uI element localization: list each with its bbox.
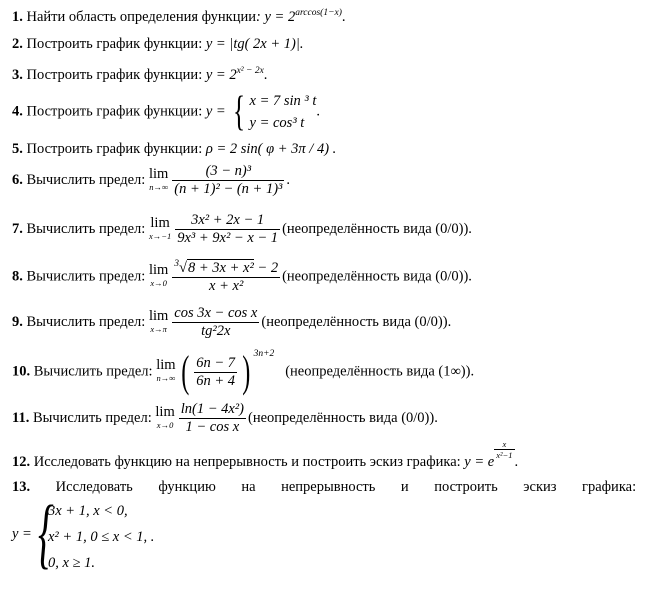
problem-number: 4. [12, 103, 23, 120]
system-row: x = 7 sin ³ t [249, 93, 317, 109]
problem-text: Вычислить предел: [22, 313, 146, 330]
problem-10 [12, 347, 475, 396]
problem-number: 10. [12, 363, 31, 380]
formula: : y = 2 [256, 9, 296, 25]
indeterminacy-note: (неопределённость вида (0/0)). [248, 409, 438, 426]
system-brace: { [233, 89, 246, 135]
problem-text: Найти область определения функции [22, 9, 257, 25]
problem-text: Построить график функции: [22, 103, 203, 120]
limit-target: n→∞ [149, 181, 169, 192]
exponent-denominator: x²−1 [496, 450, 513, 460]
denominator: x + x² [209, 278, 244, 294]
denominator: 9x³ + 9x² − x − 1 [177, 230, 279, 246]
denominator: (n + 1)² − (n + 1)³ [174, 181, 283, 197]
numerator: 3x² + 2x − 1 [175, 212, 280, 230]
indeterminacy-note: (неопределённость вида (0/0)). [261, 313, 452, 330]
problem-text: Построить график функции: [22, 36, 203, 52]
formula-tail: . [341, 9, 346, 25]
word: графика: [582, 479, 637, 495]
piecewise-row: 3x + 1, x < 0, [48, 503, 128, 519]
problem-11 [12, 401, 438, 436]
problem-number: 11. [12, 409, 30, 426]
problem-number: 3. [12, 67, 23, 83]
problem-text: Построить график функции: [22, 67, 203, 83]
limit-operator [149, 264, 168, 290]
exponent: 3n+2 [253, 348, 275, 359]
fraction [172, 163, 284, 198]
lim-word: lim [148, 262, 169, 278]
exponent-fraction [494, 439, 514, 460]
formula: y = e [460, 453, 495, 470]
problem-number: 5. [12, 141, 23, 157]
numerator: ln(1 − 4x²) [180, 401, 244, 417]
right-paren: ) [242, 347, 251, 396]
limit-operator [156, 359, 175, 385]
piecewise-rows [48, 498, 154, 576]
piecewise-brace: { [38, 489, 54, 576]
word: функцию [158, 479, 216, 495]
problem-6 [12, 163, 290, 198]
numerator: $^3$√8 + 3x + x² − 2 [174, 259, 279, 276]
limit-operator [155, 403, 175, 432]
formula-tail: . [263, 67, 268, 83]
problem-2 [12, 35, 303, 53]
word: на [241, 479, 256, 495]
radicand: 8 + 3x + x² [188, 260, 254, 276]
limit-target: x→−1 [148, 230, 172, 241]
formula-tail: . [286, 171, 291, 188]
problem-5 [12, 140, 336, 158]
piecewise-row: x² + 1, 0 ≤ x < 1, . [48, 529, 155, 545]
limit-target: n→∞ [156, 373, 176, 383]
problem-number: 1. [12, 9, 23, 25]
fraction [172, 305, 259, 340]
parametric-system [250, 90, 317, 134]
numerator: cos 3x − cos x [174, 305, 258, 321]
word: и [400, 479, 409, 495]
problem-13-heading [12, 479, 636, 496]
denominator: 6n + 4 [196, 372, 235, 389]
piecewise-row: 0, x ≥ 1. [48, 555, 96, 571]
problem-number: 6. [12, 171, 23, 188]
left-paren: ( [180, 347, 189, 396]
problem-4 [12, 90, 320, 134]
lim-word: lim [156, 357, 176, 373]
problem-number: 7. [12, 220, 23, 237]
lim-word: lim [155, 403, 175, 420]
problem-text: Вычислить предел: [22, 171, 146, 188]
limit-operator [148, 307, 169, 336]
formula: y = 2 [202, 67, 237, 83]
exponent-numerator: x [494, 439, 514, 450]
word: непрерывность [281, 479, 376, 495]
word: эскиз [523, 479, 557, 495]
problem-text: Вычислить предел: [22, 220, 146, 237]
problem-text: Вычислить предел: [30, 363, 153, 380]
word: построить [434, 479, 498, 495]
limit-operator [148, 214, 172, 243]
limit-target: x→0 [150, 278, 167, 288]
problem-number: 8. [12, 268, 23, 285]
problem-text: Вычислить предел: [22, 268, 146, 285]
formula: y = [202, 103, 226, 120]
indeterminacy-note: (неопределённость вида (0/0)). [282, 268, 472, 285]
formula: y = |tg( 2x + 1)|. [202, 36, 304, 52]
numerator-tail: − 2 [253, 260, 279, 276]
fraction [175, 212, 280, 247]
problem-number: 12. [12, 453, 31, 470]
system-row: y = cos³ t [249, 115, 305, 131]
problem-3 [12, 66, 267, 84]
problem-number: 13. [12, 479, 31, 495]
word: Исследовать [55, 479, 133, 495]
fraction [194, 355, 237, 390]
problem-text: Исследовать функцию на непрерывность и построить эскиз графика: [30, 453, 461, 470]
fraction [179, 401, 246, 436]
limit-target: x→0 [156, 419, 174, 430]
problem-number: 9. [12, 313, 23, 330]
problem-8 [12, 259, 472, 295]
problem-7 [12, 212, 472, 247]
lim-word: lim [148, 165, 169, 182]
formula: ρ = 2 sin( φ + 3π / 4) . [202, 141, 337, 157]
lim-word: lim [150, 214, 170, 231]
limit-operator [148, 165, 169, 194]
denominator: 1 − cos x [185, 419, 240, 435]
limit-target: x→π [150, 323, 167, 334]
lim-word: lim [148, 307, 169, 324]
formula-tail: . [514, 453, 519, 470]
problem-text: Вычислить предел: [29, 409, 152, 426]
root-index: 3 [174, 259, 180, 270]
numerator: 6n − 7 [196, 354, 235, 371]
exponent: x² − 2x [236, 66, 264, 77]
fraction [172, 259, 280, 295]
indeterminacy-note: (неопределённость вида (0/0)). [282, 220, 472, 237]
exponent: arccos(1−x) [295, 8, 342, 19]
problem-9 [12, 305, 451, 340]
problem-number: 2. [12, 36, 23, 52]
problem-text: Построить график функции: [22, 141, 203, 157]
problem-1 [12, 8, 346, 26]
formula-tail: . [316, 103, 321, 120]
denominator: tg²2x [201, 323, 231, 339]
problem-12 [12, 439, 519, 473]
indeterminacy-note: (неопределённость вида (1∞)). [285, 363, 475, 380]
piecewise-lhs: y = [12, 526, 32, 542]
numerator: (3 − n)³ [172, 163, 284, 181]
